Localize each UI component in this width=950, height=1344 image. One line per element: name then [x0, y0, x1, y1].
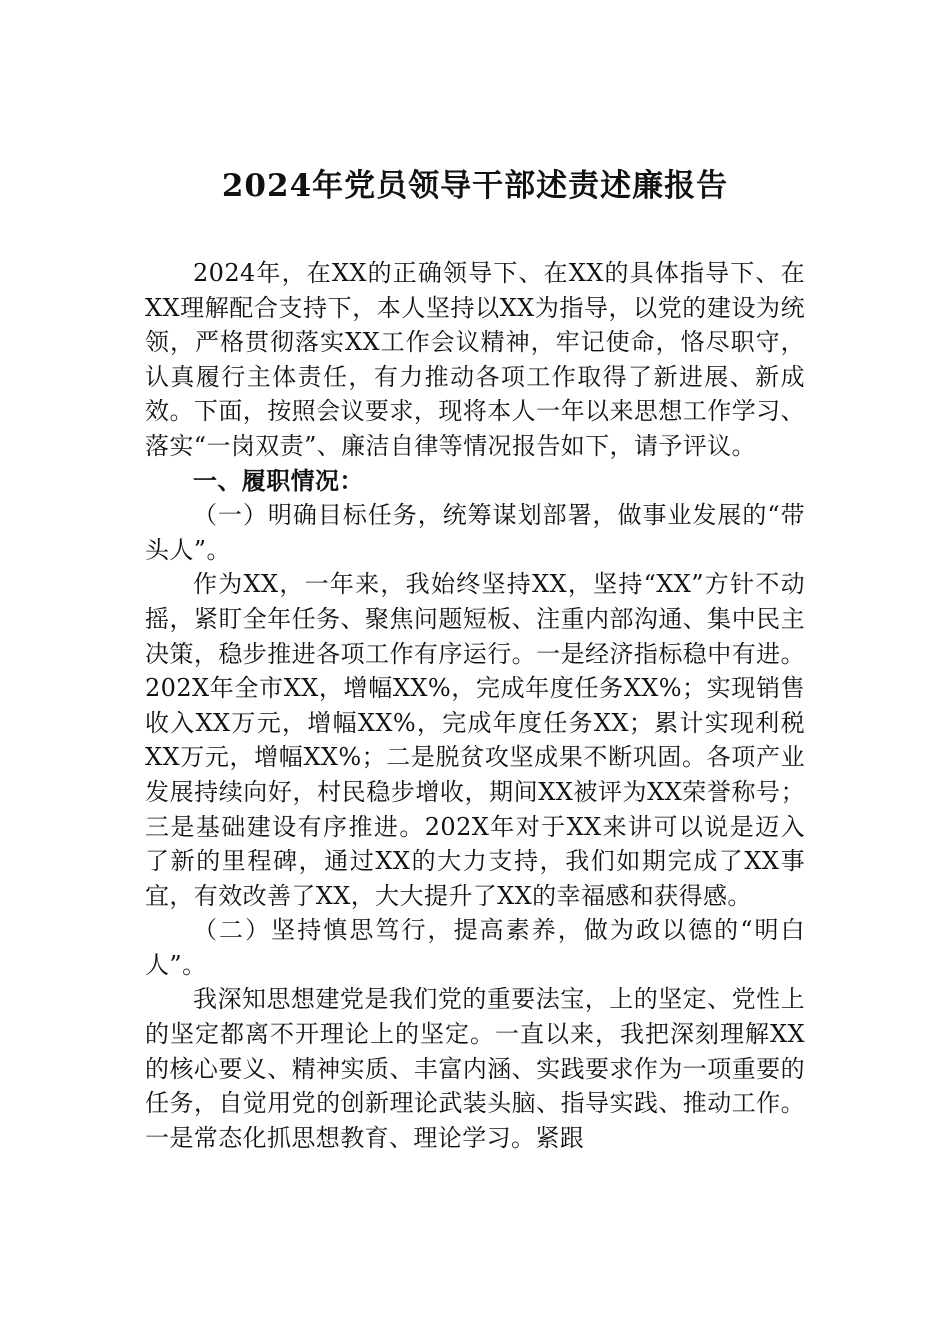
subsection-heading-1: （一）明确目标任务，统筹谋划部署，做事业发展的“带头人”。: [145, 501, 805, 564]
body-paragraph-2: 我深知思想建党是我们党的重要法宝，上的坚定、党性上的坚定都离不开理论上的坚定。一直以来，我把深刻理解XX的核心要义、精神实质、丰富内涵、实践要求作为一项重要的任务，自觉用党的创新理论武装头脑、指导实践、推动工作。一是常态化抓思想教育、理论学习。紧跟: [145, 985, 805, 1152]
document-title: 2024年党员领导干部述责述廉报告: [221, 168, 729, 204]
subsection-heading-2: （二）坚持慎思笃行，提高素养，做为政以德的“明白人”。: [145, 916, 805, 979]
document-page: [145, 0, 805, 1344]
section-heading-performance: 一、履职情况：: [193, 465, 364, 495]
intro-paragraph: 2024年，在XX的正确领导下、在XX的具体指导下、在XX理解配合支持下，本人坚持以XX为指导，以党的建设为统领，严格贯彻落实XX工作会议精神，牢记使命，恪尽职守，认真履行主体责任，有力推动各项工作取得了新进展、新成效。下面，按照会议要求，现将本人一年以来思想工作学习、落实“一岗双责”、廉洁自律等情况报告如下，请予评议。: [145, 259, 805, 460]
body-paragraph-1: 作为XX，一年来，我始终坚持XX，坚持“XX”方针不动摇，紧盯全年任务、聚焦问题短板、注重内部沟通、集中民主决策，稳步推进各项工作有序运行。一是经济指标稳中有进。202X年全市XX，增幅XX%，完成年度任务XX%；实现销售收入XX万元，增幅XX%，完成年度任务XX；累计实现利税XX万元，增幅XX%；二是脱贫攻坚成果不断巩固。各项产业发展持续向好，村民稳步增收，期间XX被评为XX荣誉称号；三是基础建设有序推进。202X年对于XX来讲可以说是迈入了新的里程碑，通过XX的大力支持，我们如期完成了XX事宜，有效改善了XX，大大提升了XX的幸福感和获得感。: [145, 570, 805, 910]
document-body: [145, 256, 805, 1155]
